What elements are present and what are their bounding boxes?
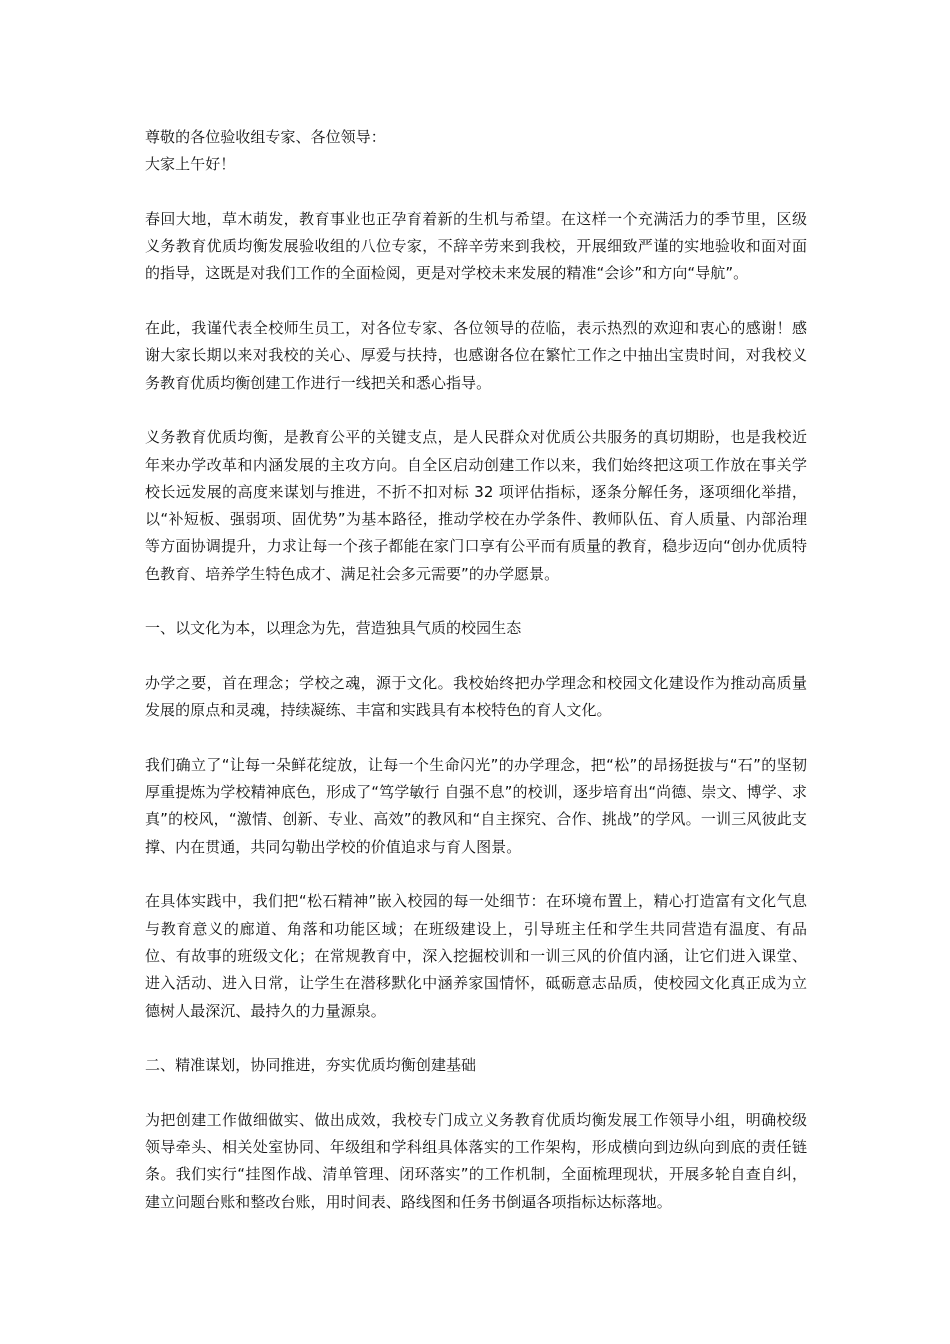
salutation: 尊敬的各位验收组专家、各位领导： xyxy=(145,128,386,146)
section-heading: 二、精准谋划，协同推进，夯实优质均衡创建基础 xyxy=(145,1056,477,1075)
section-heading: 一、以文化为本，以理念为先，营造独具气质的校园生态 xyxy=(145,619,522,638)
paragraph: 春回大地，草木萌发，教育事业也正孕育着新的生机与希望。在这样一个充满活力的季节里，区级义务教育优质均衡发展验收组的八位专家，不辞辛劳来到我校，开展细致严谨的实地验收和面对面的指导，这既是对我们工作的全面检阅，更是对学校未来发展的精准“会诊”和方向“导航”。 xyxy=(145,209,807,283)
paragraph: 义务教育优质均衡，是教育公平的关键支点，是人民群众对优质公共服务的真切期盼，也是我校近年来办学改革和内涵发展的主攻方向。自全区启动创建工作以来，我们始终把这项工作放在事关学校长远发展的高度来谋划与推进，不折不扣对标 32 项评估指标，逐条分解任务，逐项细化举措，以“补短板、强弱项、固优势”为基本路径，推动学校在办学条件、教师队伍、育人质量、内部治理等方面协调提升，力求让每一个孩子都能在家门口享有公平而有质量的教育，稳步迈向“创办优质特色教育、培养学生特色成才、满足社会多元需要”的办学愿景。 xyxy=(145,428,807,583)
paragraph: 办学之要，首在理念；学校之魂，源于文化。我校始终把办学理念和校园文化建设作为推动高质量发展的原点和灵魂，持续凝练、丰富和实践具有本校特色的育人文化。 xyxy=(145,673,807,720)
paragraph: 在具体实践中，我们把“松石精神”嵌入校园的每一处细节：在环境布置上，精心打造富有文化气息与教育意义的廊道、角落和功能区域；在班级建设上，引导班主任和学生共同营造有温度、有品位、有故事的班级文化；在常规教育中，深入挖掘校训和一训三风的价值内涵，让它们进入课堂、进入活动、进入日常，让学生在潜移默化中涵养家国情怀，砥砺意志品质，使校园文化真正成为立德树人最深沉、最持久的力量源泉。 xyxy=(145,892,807,1020)
greeting: 大家上午好！ xyxy=(145,155,236,174)
speech-body xyxy=(145,124,807,1243)
paragraph: 在此，我谨代表全校师生员工，对各位专家、各位领导的莅临，表示热烈的欢迎和衷心的感谢！感谢大家长期以来对我校的关心、厚爱与扶持，也感谢各位在繁忙工作之中抽出宝贵时间，对我校义务教育优质均衡创建工作进行一线把关和悉心指导。 xyxy=(145,319,807,392)
paragraph: 为把创建工作做细做实、做出成效，我校专门成立义务教育优质均衡发展工作领导小组，明确校级领导牵头、相关处室协同、年级组和学科组具体落实的工作架构，形成横向到边纵向到底的责任链条。我们实行“挂图作战、清单管理、闭环落实”的工作机制，全面梳理现状，开展多轮自查自纠，建立问题台账和整改台账，用时间表、路线图和任务书倒逼各项指标达标落地。 xyxy=(145,1110,807,1211)
paragraph: 我们确立了“让每一朵鲜花绽放，让每一个生命闪光”的办学理念，把“松”的昂扬挺拔与“石”的坚韧厚重提炼为学校精神底色，形成了“笃学敏行 自强不息”的校训，逐步培育出“尚德、崇文、博学、求真”的校风，“激情、创新、专业、高效”的教风和“自主探究、合作、挑战”的学风。一训三风彼此支撑、内在贯通，共同勾勒出学校的价值追求与育人图景。 xyxy=(145,755,807,856)
